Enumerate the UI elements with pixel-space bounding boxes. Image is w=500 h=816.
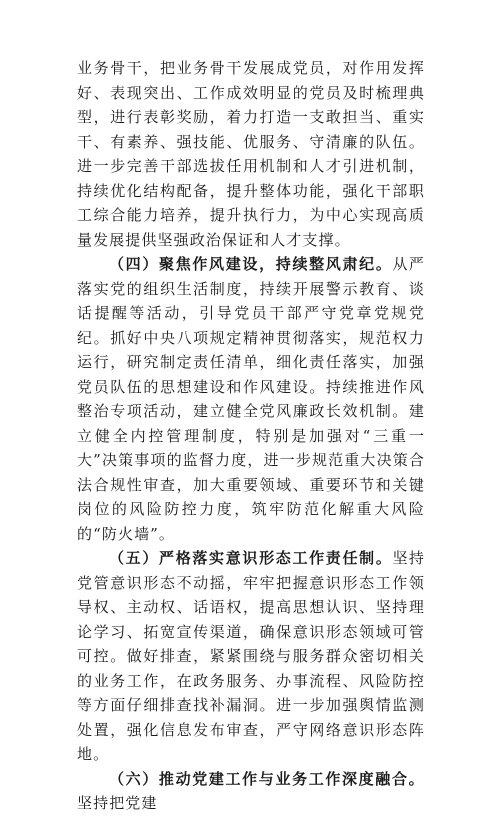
paragraph-3-text: 坚持党管意识形态不动摇，牢牢把握意识形态工作领导权、主动权、话语权，提高思想认识、坚持理论学习、拓宽宣传渠道，确保意识形态领域可管可控。做好排查，紧紧围绕与服务群众密切相关的业务工作，在政务服务、办事流程、风险防控等方面仔细排查找补漏洞。进一步加强舆情监测处置，强化信息发布审查，严守网络意识形态阵地。 — [77, 549, 425, 763]
paragraph-4-heading: （六）推动党建工作与业务工作深度融合。 — [109, 769, 425, 788]
paragraph-1-text: 业务骨干，把业务骨干发展成党员，对作用发挥好、表现突出、工作成效明显的党员及时梳理典型，进行表彰奖励，着力打造一支敢担当、重实干、有素养、强技能、优服务、守清廉的队伍。进一步完善干部选拔任用机制和人才引进机制，持续优化结构配备，提升整体功能，强化干部职工综合能力培养，提升执行力，为中心实现高质量发展提供坚强政治保证和人才支撑。 — [77, 59, 425, 249]
document-page — [77, 56, 425, 812]
paragraph-1 — [77, 56, 425, 252]
paragraph-3-heading: （五）严格落实意识形态工作责任制。 — [109, 549, 393, 567]
paragraph-2-heading: （四）聚焦作风建设，持续整风肃纪。 — [109, 255, 393, 273]
paragraph-3 — [77, 546, 425, 767]
paragraph-2-text: 从严落实党的组织生活制度，持续开展警示教育、谈话提醒等活动，引导党员干部严守党章党规党纪。抓好中央八项规定精神贯彻落实，规范权力运行，研究制定责任清单，细化责任落实，加强党员队伍的思想建设和作风建设。持续推进作风整治专项活动，建立健全党风廉政长效机制。建立健全内控管理制度，特别是加强对“三重一大”决策事项的监督力度，进一步规范重大决策合法合规性审查，加大重要领域、重要环节和关键岗位的风险防控力度，筑牢防范化解重大风险的“防火墙”。 — [77, 255, 425, 543]
paragraph-4-text: 坚持把党建 — [77, 794, 158, 812]
paragraph-4 — [77, 767, 425, 816]
paragraph-2 — [77, 252, 425, 546]
